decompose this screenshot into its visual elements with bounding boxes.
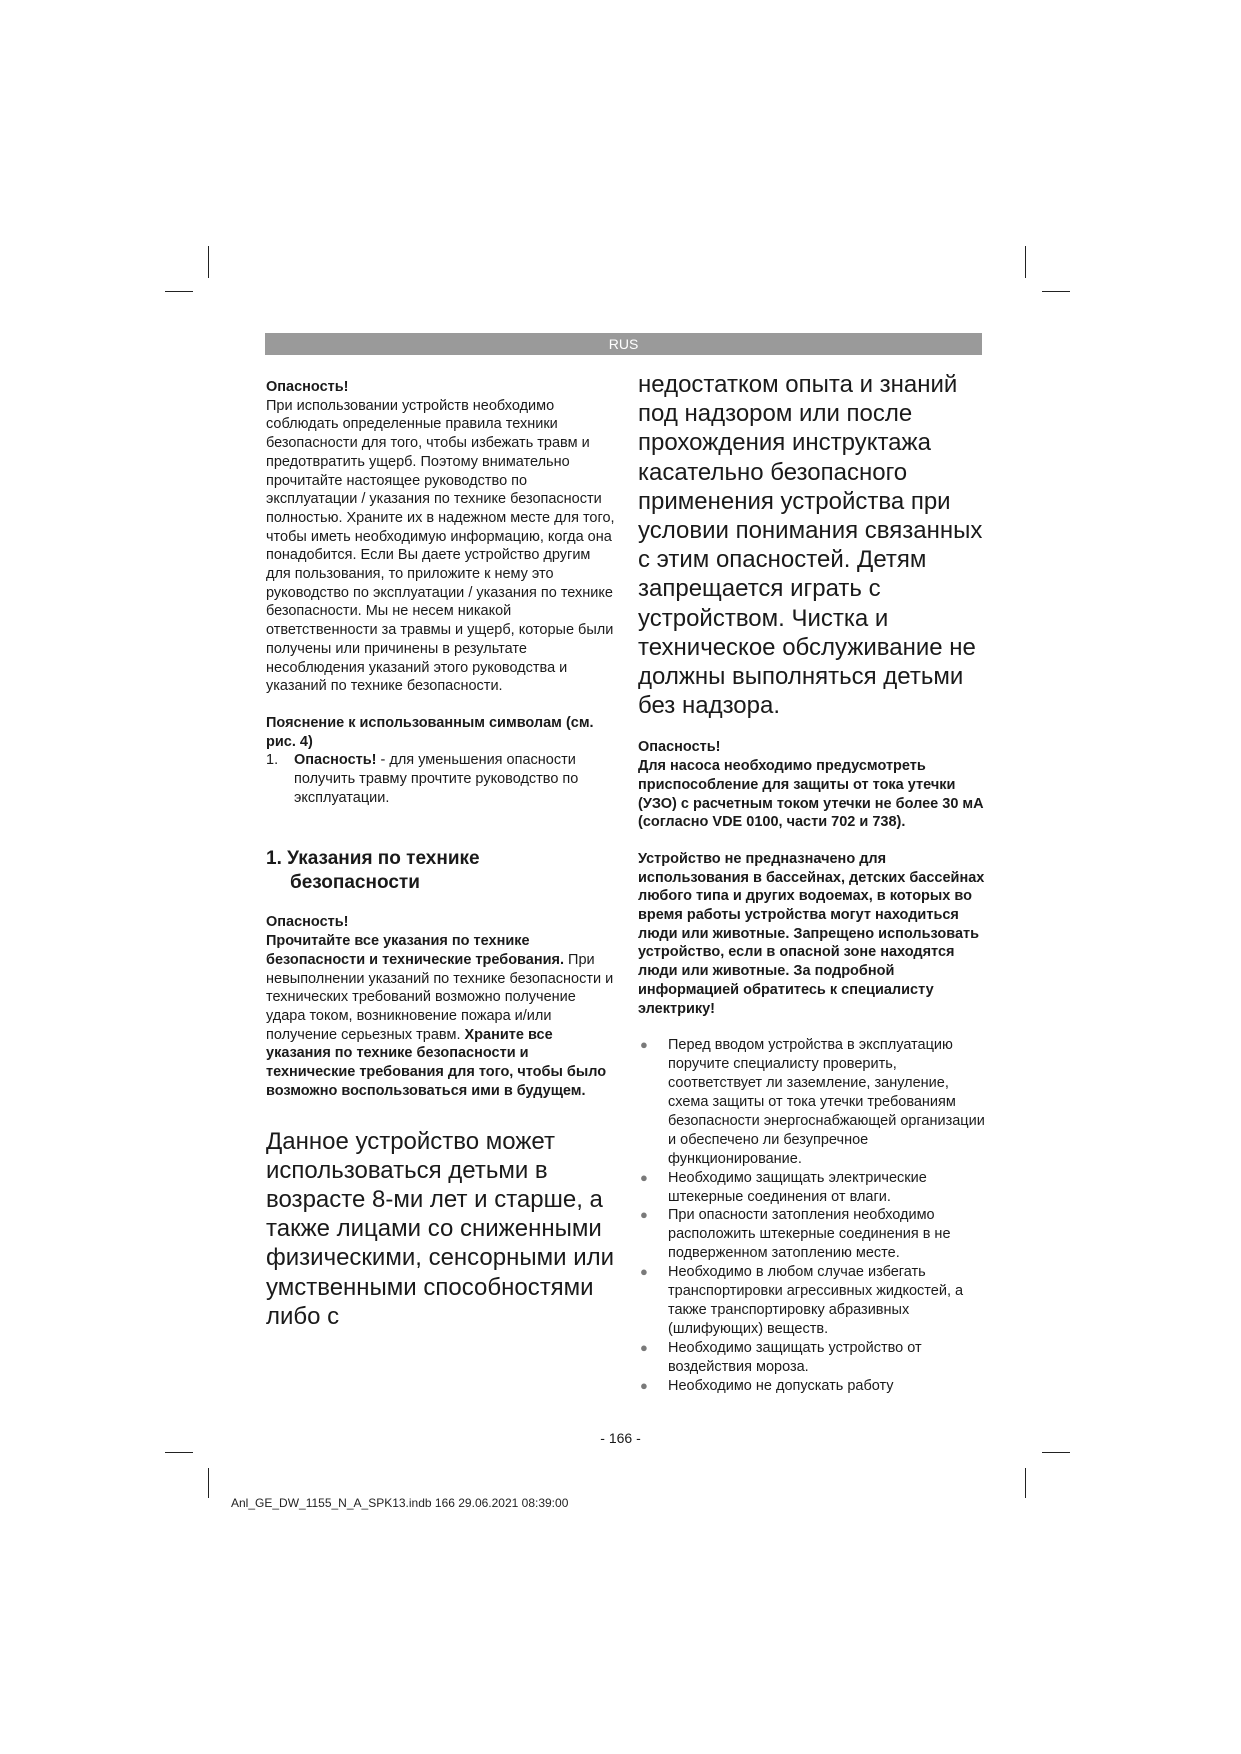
right-column <box>638 370 986 1396</box>
children-notice-continued: недостатком опыта и знаний под надзором или после прохождения инструктажа касательно безопасного применения устройства при условии понимания связанных с этим опасностей. Детям запрещается играть с устройством. Чистка и техническое обслуживание не должны выполняться детьми без надзора. <box>638 371 983 720</box>
list-item: ● При опасности затопления необходимо расположить штекерные соединения в не подверженном затоплению месте. <box>640 1207 951 1262</box>
list-item: ● Необходимо не допускать работу <box>640 1377 894 1394</box>
bullet-icon: ● <box>640 1339 648 1355</box>
children-notice: Данное устройство может использоваться детьми в возрасте 8-ми лет и старше, а также лицами со сниженными физическими, сенсорными или умственными способностями либо с <box>266 1127 615 1330</box>
left-column <box>266 378 616 1331</box>
safety-bullet-list <box>638 1036 986 1395</box>
list-item: ● Необходимо в любом случае избегать транспортировки агрессивных жидкостей, а также транспортировку абразивных (шлифующих) веществ. <box>640 1264 964 1337</box>
crop-mark <box>208 1468 209 1498</box>
warning-text: При использовании устройств необходимо соблюдать определенные правила техники безопасности для того, чтобы избежать травм и предотвратить ущерб. Поэтому внимательно прочитайте настоящее руководство по эксплуатации / указания по технике безопасности полностью. Храните их в надежном месте для того, чтобы иметь необходимую информацию, когда она понадобится. Если Вы даете устройство другим для пользования, то приложите к нему это руководство по эксплуатации / указания по технике безопасности. Мы не несем никакой ответственности за травмы и ущерб, которые были получены или причинены в результате несоблюдения указаний этого руководства и указаний по технике безопасности. <box>266 397 615 695</box>
list-item: ● Необходимо защищать устройство от воздействия мороза. <box>640 1339 922 1375</box>
item-text: - для уменьшения опасности получить травму прочтите руководство по эксплуатации. <box>294 752 579 806</box>
item-number: 1. <box>266 752 279 769</box>
bullet-icon: ● <box>640 1037 648 1053</box>
section-title <box>266 847 616 895</box>
crop-mark <box>165 291 193 292</box>
language-header-bar <box>265 333 982 355</box>
bullet-icon: ● <box>640 1264 648 1280</box>
list-item <box>266 751 616 807</box>
symbols-title: Пояснение к использованным символам (см. рис. 4) <box>266 714 594 750</box>
crop-mark <box>1042 291 1070 292</box>
section-title-line1: 1. Указания по технике <box>266 848 480 870</box>
bullet-icon: ● <box>640 1169 648 1185</box>
list-item: ● Необходимо защищать электрические штекерные соединения от влаги. <box>640 1169 927 1205</box>
print-footer: Anl_GE_DW_1155_N_A_SPK13.indb 166 29.06.2021 08:39:00 <box>231 1496 569 1510</box>
pool-warning: Устройство не предназначено для использования в бассейнах, детских бассейнах любого типа и других водоемах, в которых во время работы устройства могут находиться люди или животные. Запрещено использовать устройство, если в опасной зоне находятся люди или животные. За подробной информацией обратитесь к специалисту электрику! <box>638 850 985 1017</box>
language-label: RUS <box>608 336 639 352</box>
crop-mark <box>165 1452 193 1453</box>
warning-paragraph <box>266 932 616 1100</box>
warning-text: При невыполнении указаний по технике безопасности и технических требований возможно получение удара током, возникновение пожара и/или получение серьезных травм. <box>266 951 614 1043</box>
bullet-icon: ● <box>640 1377 648 1393</box>
item-bold: Опасность! <box>294 752 377 769</box>
bullet-icon: ● <box>640 1207 648 1223</box>
rcd-requirement: Для насоса необходимо предусмотреть приспособление для защиты от тока утечки (УЗО) с расчетным током утечки не более 30 мА (согласно VDE 0100, части 702 и 738). <box>638 758 984 831</box>
warning-title: Опасность! <box>266 379 349 395</box>
crop-mark <box>1025 1468 1026 1498</box>
symbols-list <box>266 751 616 807</box>
crop-mark <box>208 246 209 278</box>
section-title-line2: безопасности <box>290 872 420 894</box>
warning-bold: Прочитайте все указания по технике безопасности и технические требования. <box>266 933 565 968</box>
crop-mark <box>1042 1452 1070 1453</box>
warning-bold-end: Храните все указания по технике безопасности и технические требования для того, чтобы было возможно воспользоваться ими в будущем. <box>266 1026 607 1099</box>
warning-title: Опасность! <box>638 739 721 756</box>
page-number: - 166 - <box>600 1430 641 1446</box>
crop-mark <box>1025 246 1026 278</box>
list-item: ● Перед вводом устройства в эксплуатацию поручите специалисту проверить, соответствует ли заземление, зануление, схема защиты от тока утечки требованиям безопасности энергоснабжающей организации и обеспечено ли безупречное функционирование. <box>640 1037 985 1167</box>
warning-title: Опасность! <box>266 914 349 931</box>
